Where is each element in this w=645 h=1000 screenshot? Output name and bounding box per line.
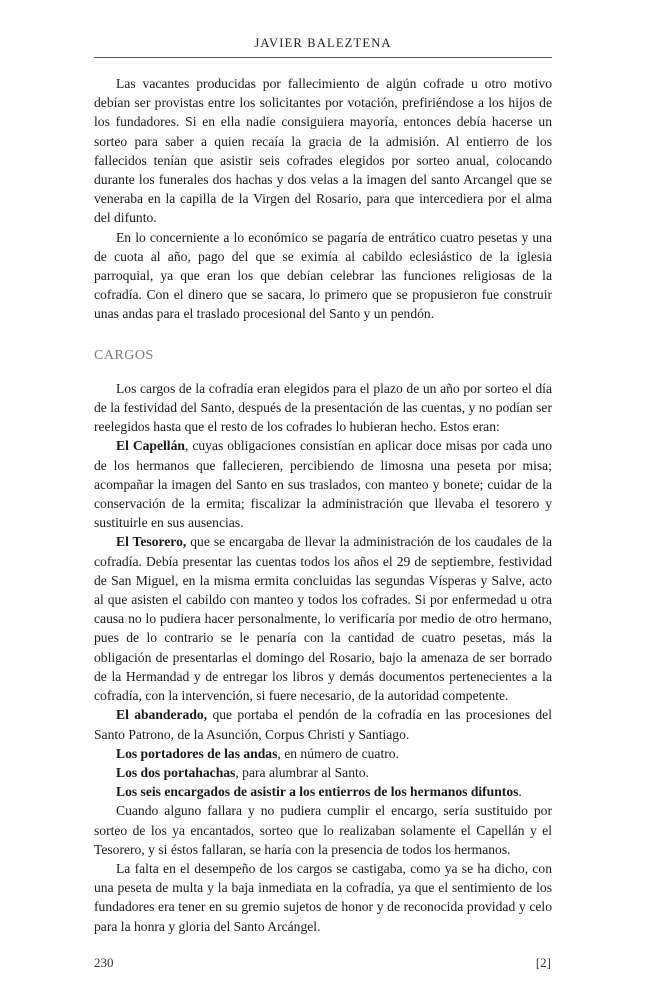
portahachas-description: , para alumbrar al Santo. [235, 764, 369, 780]
header-rule [94, 57, 552, 58]
abanderado-description: que portaba el pendón de la cofradía en las procesiones del Santo Patrono, de la Asunción, Corpus Christi y Santiago. [94, 707, 552, 742]
term-portahachas: Los dos portahachas [116, 764, 236, 780]
running-header: JAVIER BALEZTENA [254, 36, 392, 50]
capellan-description: , cuyas obligaciones consistían en aplicar doce misas por cada uno de los hermanos que fallecieren, percibiendo de limosna una peseta por misa; acompañar la imagen del Santo en sus traslados, con manteo y bonete; cuidar de la conservación de la ermita; fiscalizar la administración que llevaba el tesorero y sustituirle en sus ausencias. [94, 438, 552, 531]
term-andas: Los portadores de las andas [116, 745, 278, 761]
page-number: 230 [94, 955, 114, 970]
paragraph-andas [94, 744, 552, 763]
paragraph-seis-encargados [94, 782, 552, 801]
term-abanderado: El abanderado, [116, 707, 208, 723]
tesorero-description: que se encargaba de llevar la administración de los caudales de la cofradía. Debía presentar las cuentas todos los años el 29 de septiembre, festividad de San Miguel, en la misma ermita concluidas las segundas Vísperas y Salve, acto al que asisten el cabildo con manteo y todos los cofrades. Si por enfermedad u otra causa no lo pudiera hacer personalmente, lo verificaría por medio de otro hermano, pues de lo contrario se le penaría con la cantidad de cuatro pesetas, más la obligación de presentarlas el domingo del Rosario, bajo la amenaza de ser borrado de la Hermandad y de entregar los libros y demás documentos pertenecientes a la cofradía, con la intervención, si fuere necesario, de la autoridad competente. [94, 534, 552, 704]
paragraph-capellan [94, 436, 552, 532]
paragraph-portahachas [94, 763, 552, 782]
section-title-cargos: CARGOS [94, 347, 154, 363]
paragraph-economico: En lo concerniente a lo económico se pagaría de entrático cuatro pesetas y una de cuota al año, pago del que se eximía al cabildo eclesiástico de la iglesia parroquial, ya que eran los que debían celebrar las funciones religiosas de la cofradía. Con el dinero que se sacara, lo primero que se propusieron fue construir unas andas para el traslado procesional del Santo y un pendón. [94, 229, 552, 322]
term-tesorero: El Tesorero, [116, 534, 187, 550]
paragraph-vacantes: Las vacantes producidas por fallecimiento de algún cofrade u otro motivo debían ser provistas entre los solicitantes por votación, prefiriéndose a los hijos de los fundadores. Si en ella nadie consiguiera mayoría, entonces debía hacerse un sorteo para saber a quien recaía la gracia de la admisión. Al entierro de los fallecidos tenían que asistir seis cofrades elegidos por sorteo anual, colocando durante los funerales dos hachas y dos velas a la imagen del santo Arcangel que se veneraba en la capilla de la Virgen del Rosario, para que intercediera por el alma del difunto. [94, 76, 552, 226]
body-text [94, 74, 552, 936]
note-marker: [2] [535, 955, 551, 970]
paragraph-abanderado [94, 705, 552, 743]
paragraph-tesorero [94, 532, 552, 705]
paragraph-sustitucion: Cuando alguno fallara y no pudiera cumplir el encargo, sería sustituido por sorteo de los ya encantados, sorteo que lo realizaban solamente el Capellán y el Tesorero, y si éstos fallaran, se haría con la presencia de todos los hermanos. [94, 803, 552, 857]
paragraph-cargos-intro: Los cargos de la cofradía eran elegidos para el plazo de un año por sorteo el día de la festividad del Santo, después de la presentación de las cuentas, y no podían ser reelegidos hasta que el resto de los cofrades lo hubieran hecho. Estos eran: [94, 380, 552, 435]
andas-description: , en número de cuatro. [277, 745, 399, 761]
seis-encargados-description: . [518, 784, 522, 800]
paragraph-falta: La falta en el desempeño de los cargos se castigaba, como ya se ha dicho, con una peseta de multa y la baja inmediata en la cofradía, ya que el sentimiento de los fundadores era tener en su gremio sujetos de honor y de reconocida providad y celo para la honra y gloria del Santo Arcángel. [94, 860, 552, 934]
term-capellan: El Capellán [116, 438, 185, 454]
term-seis-encargados: Los seis encargados de asistir a los entierros de los hermanos difuntos [116, 784, 519, 800]
